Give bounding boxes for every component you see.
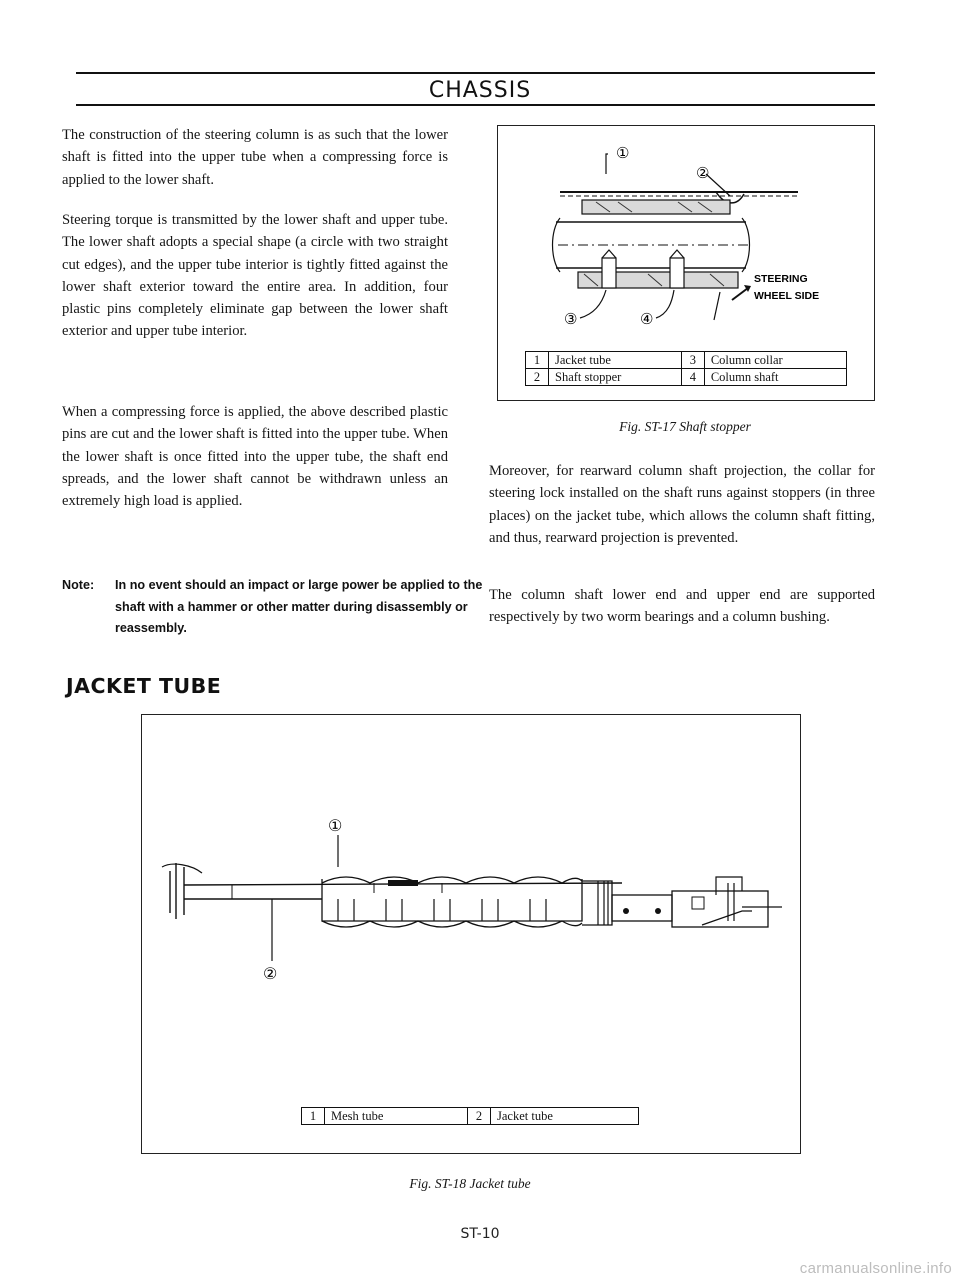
callout-1: ①	[328, 818, 343, 835]
lock-housing	[612, 895, 672, 921]
callout-3: ③	[564, 312, 578, 328]
lock-hole-left	[623, 908, 629, 914]
legend-number: 2	[526, 369, 549, 386]
figure-st17-diagram	[498, 126, 872, 336]
callout-2: ②	[263, 966, 278, 983]
legend-name: Shaft stopper	[549, 369, 682, 386]
pin-right	[670, 258, 684, 288]
mesh-tube-top-wave	[322, 877, 582, 883]
column-collar-top	[582, 200, 730, 214]
page-title: CHASSIS	[428, 78, 532, 103]
direction-arrow-icon	[732, 288, 748, 300]
figure-st18-legend	[301, 1107, 639, 1125]
figure-st17-legend	[525, 351, 847, 386]
direction-label-line2: WHEEL SIDE	[754, 290, 820, 302]
bracket-tab	[716, 877, 742, 895]
mesh-tube-bottom-wave	[322, 921, 582, 927]
watermark: carmanualsonline.info	[799, 1260, 952, 1277]
legend-row	[302, 1108, 639, 1125]
bracket-body	[672, 891, 768, 927]
bracket-diagonal	[702, 911, 752, 925]
legend-name: Column collar	[704, 352, 846, 369]
pin-left	[602, 258, 616, 288]
callout-2: ②	[696, 166, 710, 182]
header-rule-bottom	[76, 104, 875, 106]
note-block	[62, 575, 492, 645]
direction-label-line1: STEERING	[754, 273, 808, 285]
pin-right-head	[670, 250, 684, 258]
mesh-tube-ribs	[338, 899, 546, 921]
figure-st18-caption: Fig. ST-18 Jacket tube	[409, 1176, 531, 1191]
tube-left-flange	[170, 863, 184, 919]
paragraph-rearward-projection: Moreover, for rearward column shaft projection, the collar for steering lock installed on the shaft runs against stoppers (in three places) on the jacket tube, which allows the column shaft fitting, and thus, rearward projection is prevented.	[489, 463, 875, 546]
legend-number: 1	[302, 1108, 325, 1125]
tube-left-flange-curve	[162, 864, 202, 873]
figure-st18-diagram	[142, 715, 798, 1015]
legend-row	[526, 352, 847, 369]
note-text: In no event should an impact or large power be applied to the shaft with a hammer or other matter during disassembly or reassembly.	[115, 578, 483, 635]
callout-3-leader	[580, 290, 606, 318]
paragraph-column-construction: The construction of the steering column is as such that the lower shaft is fitted into the upper tube when a compressing force is applied to the lower shaft.	[62, 127, 448, 188]
paragraph-compressing-force: When a compressing force is applied, the above described plastic pins are cut and the lower shaft is fitted into the upper tube. When the lower shaft is once fitted into the upper tube, the shaft end spreads, and the lower shaft cannot be withdrawn unless an extremely high load is applied.	[62, 404, 448, 510]
figure-st17-caption: Fig. ST-17 Shaft stopper	[619, 419, 751, 434]
paragraph-steering-torque: Steering torque is transmitted by the lower shaft and upper tube. The lower shaft adopts a special shape (a circle with two straight cut edges), and the upper tube interior is tightly fitted against the lower shaft exterior toward the entire area. In addition, four plastic pins completely eliminate gap between the lower shaft exterior and upper tube interior.	[62, 212, 448, 340]
legend-number: 1	[526, 352, 549, 369]
callout-4-leader	[656, 290, 674, 318]
bracket-slot	[692, 897, 704, 909]
legend-name: Jacket tube	[549, 352, 682, 369]
legend-row	[526, 369, 847, 386]
tube-right-end-ribs	[598, 881, 608, 925]
callout-1: ①	[616, 146, 630, 162]
mesh-tube-clamp	[388, 880, 418, 886]
legend-name: Column shaft	[704, 369, 846, 386]
note-label: Note:	[62, 578, 95, 592]
callout-4: ④	[640, 312, 654, 328]
paragraph-shaft-support: The column shaft lower end and upper end are supported respectively by two worm bearings and a column bushing.	[489, 587, 875, 626]
legend-number: 3	[681, 352, 704, 369]
mesh-tube-outline	[322, 879, 582, 921]
legend-name: Mesh tube	[325, 1108, 468, 1125]
header-rule-top	[76, 72, 875, 74]
lock-hole-right	[655, 908, 661, 914]
legend-number: 2	[468, 1108, 491, 1125]
pin-left-head	[602, 250, 616, 258]
callout-1-leader	[606, 154, 608, 174]
section-heading-jacket-tube: JACKET TUBE	[66, 674, 222, 698]
callout-extra-leader	[714, 292, 720, 320]
legend-number: 4	[681, 369, 704, 386]
legend-name: Jacket tube	[491, 1108, 639, 1125]
page-number: ST-10	[460, 1226, 500, 1242]
